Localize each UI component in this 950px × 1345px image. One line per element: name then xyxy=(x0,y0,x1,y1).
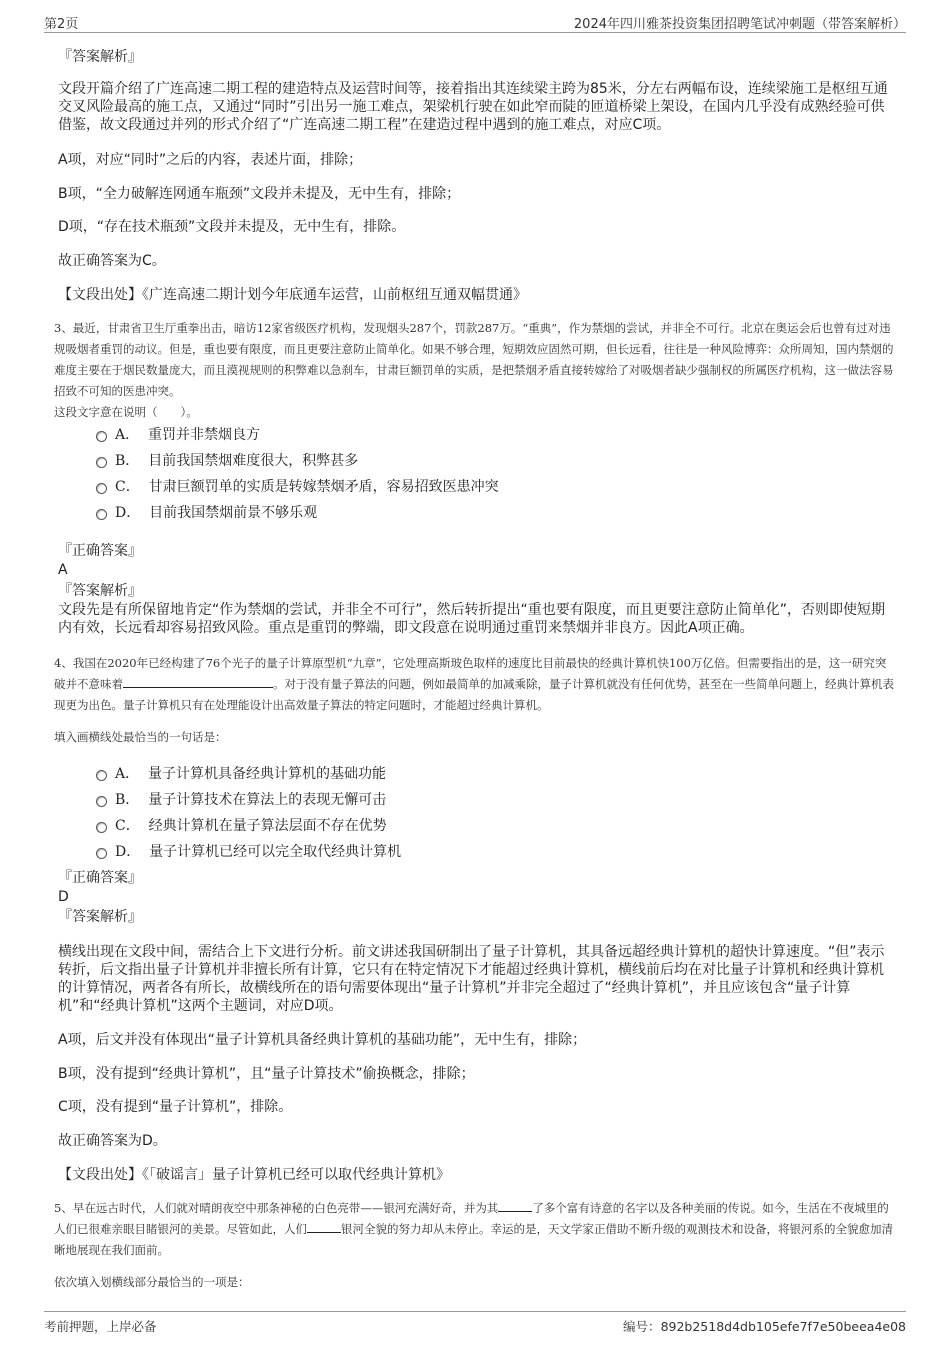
q5-stem: 5、早在远古时代，人们就对晴朗夜空中那条神秘的白色亮带——银河充满好奇，并为其 了多个富有诗意的名字以及各种美丽的传说。如今，生活在不夜城里的人们已很难亲眼目睹银河的美景。尽管如此，人们 银河全貌的努力却从未停止。幸运的是，天文学家正借助不断升级的观测技术和设备，将银河系的全貌愈加清晰地展现在我们面前。 xyxy=(54,1201,893,1257)
radio-icon[interactable] xyxy=(96,431,107,442)
radio-icon[interactable] xyxy=(96,770,107,781)
q3-option-a[interactable]: A． 重罚并非禁烟良方 xyxy=(96,424,260,446)
q2-option-b-note: B项，“全力破解连网通车瓶颈”文段并未提及，无中生有，排除； xyxy=(58,186,461,202)
q4-answer: D xyxy=(58,889,69,905)
q4-analysis-text: 横线出现在文段中间，需结合上下文进行分析。前文讲述我国研制出了量子计算机，其具备远超经典计算机的超快计算速度。“但”表示转折，后文指出量子计算机并非擅长所有计算，它只有在特定情况下才能超过经典计算机，横线前后均在对比量子计算机和经典计算机的计算情况，两者各有所长，故横线所在的语句需要体现出“量子计算机”并非完全超过了“经典计算机”，并且应该包含“量子计算机”和“经典计算机”这两个主题词，对应D项。 xyxy=(58,944,885,1014)
q3-analysis-text: 文段先是有所保留地肯定“作为禁烟的尝试，并非全不可行”，然后转折提出“重也要有限度，而且更要注意防止简单化”，否则即使短期内有效，长远看却容易招致风险。重点是重罚的弊端，即文段意在说明通过重罚来禁烟并非良方。因此A项正确。 xyxy=(58,602,886,636)
q3-answer: A xyxy=(58,562,68,578)
radio-icon[interactable] xyxy=(96,457,107,468)
q4-option-c[interactable]: C． 经典计算机在量子算法层面不存在优势 xyxy=(96,815,387,837)
q3-option-c[interactable]: C． 甘肃巨额罚单的实质是转嫁禁烟矛盾，容易招致医患冲突 xyxy=(96,476,499,498)
q3-ask: 这段文字意在说明（ ）。 xyxy=(54,405,198,419)
q4-ask: 填入画横线处最恰当的一句话是： xyxy=(54,730,227,744)
footer-slogan: 考前押题，上岸必备 xyxy=(44,1319,157,1334)
q4-option-a-note: A项，后文并没有体现出“量子计算机具备经典计算机的基础功能”，无中生有，排除； xyxy=(58,1032,587,1048)
q4-stem: 4、我国在2020年已经构建了76个光子的量子计算原型机“九章”，它处理高斯玻色取样的速度比目前最快的经典计算机快100万亿倍。但需要指出的是，这一研究突破并不意味着 。对于没有量子算法的问题，例如最简单的加减乘除，量子计算机就没有任何优势，甚至在一些简单问题上，经典计算机表现更为出色。量子计算机只有在处理能设计出高效量子算法的特定问题时，才能超过经典计算机。 xyxy=(54,656,894,712)
q4-analysis-label: 『答案解析』 xyxy=(58,909,142,925)
q4-option-c-note: C项，没有提到“量子计算机”，排除。 xyxy=(58,1099,293,1115)
q2-option-a-note: A项，对应“同时”之后的内容，表述片面，排除； xyxy=(58,152,363,168)
page-header xyxy=(44,10,906,33)
q2-analysis-text: 文段开篇介绍了广连高速二期工程的建造特点及运营时间等，接着指出其连续梁主跨为85米，分左右两幅布设，连续梁施工是枢纽互通交叉风险最高的施工点，又通过“同时”引出另一施工难点，架梁机行驶在如此窄而陡的匝道桥梁上架设，在国内几乎没有成熟经验可供借鉴，故文段通过并列的形式介绍了“广连高速二期工程”在建造过程中遇到的施工难点，对应C项。 xyxy=(58,81,888,133)
q4-option-d[interactable]: D． 量子计算机已经可以完全取代经典计算机 xyxy=(96,841,401,863)
q4-option-b-note: B项，没有提到“经典计算机”，且“量子计算技术”偷换概念，排除； xyxy=(58,1066,475,1082)
q3-option-d[interactable]: D． 目前我国禁烟前景不够乐观 xyxy=(96,502,317,524)
q2-conclusion: 故正确答案为C。 xyxy=(58,253,166,269)
q2-source: 【文段出处】《广连高速二期计划今年底通车运营，山前枢纽互通双幅贯通》 xyxy=(58,287,527,303)
page-footer xyxy=(44,1311,906,1336)
radio-icon[interactable] xyxy=(96,483,107,494)
fill-blank xyxy=(307,1232,341,1233)
q4-answer-label: 『正确答案』 xyxy=(58,870,142,886)
document-id: 编号：892b2518d4db105efe7f7e50beea4e08 xyxy=(623,1319,906,1334)
q3-analysis-label: 『答案解析』 xyxy=(58,583,142,599)
q2-option-d-note: D项，“存在技术瓶颈”文段并未提及，无中生有，排除。 xyxy=(58,219,406,235)
radio-icon[interactable] xyxy=(96,509,107,520)
document-title: 2024年四川雅茶投资集团招聘笔试冲刺题（带答案解析） xyxy=(573,17,906,32)
fill-blank xyxy=(123,687,273,688)
page-number: 第2页 xyxy=(44,17,79,32)
q5-ask: 依次填入划横线部分最恰当的一项是： xyxy=(54,1275,250,1289)
radio-icon[interactable] xyxy=(96,848,107,859)
q4-option-b[interactable]: B． 量子计算技术在算法上的表现无懈可击 xyxy=(96,789,386,811)
q3-stem: 3、最近，甘肃省卫生厅重拳出击，暗访12家省级医疗机构，发现烟头287个，罚款287万。“重典”，作为禁烟的尝试，并非全不可行。北京在奥运会后也曾有过对违规吸烟者重罚的动议。但是，重也要有限度，而且更要注意防止简单化。如果不够合理，短期效应固然可期，但长远看，往往是一种风险博弈：众所周知，国内禁烟的难度主要在于烟民数量庞大，而且漠视规则的积弊难以急刹车，甘肃巨额罚单的实质，是把禁烟矛盾直接转嫁给了对吸烟者缺少强制权的所属医疗机构，这一做法容易招致不可知的医患冲突。 xyxy=(54,321,894,398)
q2-analysis-label: 『答案解析』 xyxy=(58,49,142,65)
q3-option-b[interactable]: B． 目前我国禁烟难度很大，积弊甚多 xyxy=(96,450,358,472)
q4-source: 【文段出处】《「破谣言」量子计算机已经可以取代经典计算机》 xyxy=(58,1167,450,1183)
q4-option-a[interactable]: A． 量子计算机具备经典计算机的基础功能 xyxy=(96,763,386,785)
radio-icon[interactable] xyxy=(96,822,107,833)
radio-icon[interactable] xyxy=(96,796,107,807)
q3-answer-label: 『正确答案』 xyxy=(58,543,142,559)
fill-blank xyxy=(498,1211,532,1212)
q4-conclusion: 故正确答案为D。 xyxy=(58,1133,167,1149)
